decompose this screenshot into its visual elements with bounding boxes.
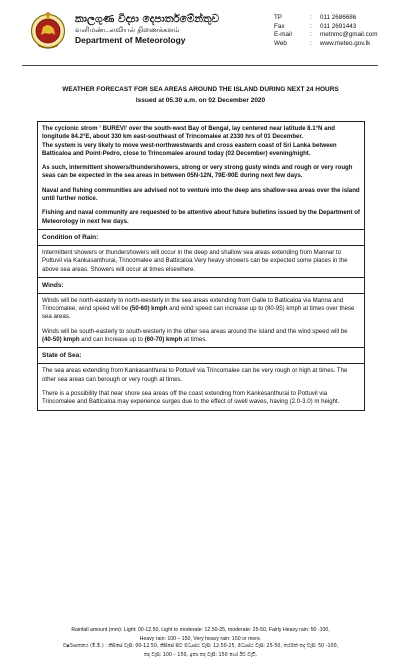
contact-value: 011 2686686 xyxy=(320,14,357,21)
contact-block xyxy=(274,14,377,48)
wind-speed-value: (50-60) kmph xyxy=(129,305,168,313)
contact-row xyxy=(274,14,377,23)
contact-row xyxy=(274,40,377,49)
org-name-sinhala: කාලගුණ විද්‍යා දෙපාර්තමේන්තුව xyxy=(75,13,220,25)
contact-sep: : xyxy=(310,22,312,30)
sri-lanka-emblem-icon xyxy=(30,9,66,53)
contact-sep: : xyxy=(310,31,312,39)
winds-section xyxy=(38,293,364,347)
forecast-title xyxy=(20,84,381,106)
rainfall-legend-line: Heavy rain: 100 – 150, Very heavy rain: 150 or more. xyxy=(139,635,262,642)
winds-heading: Winds: xyxy=(38,277,364,293)
issued-line: Issued at 05.30 a.m. on 02 December 2020 xyxy=(135,97,266,104)
winds-text-part: and wind speed can increase up to (80-95) kmph at times over these sea areas. xyxy=(42,305,355,321)
warning-text: Fishing and naval community are requested to be attentive about future bulletins issued by the Department of Meteorology in next few days. xyxy=(42,209,360,225)
contact-value: www.meteo.gov.lk xyxy=(320,39,371,47)
letterhead xyxy=(30,9,378,55)
contact-key: E-mail xyxy=(274,31,292,39)
contact-key: TP xyxy=(274,14,283,21)
wind-speed-value: (60-70) kmph xyxy=(144,336,183,344)
warning-text: As such, intermittent showers/thundershowers, strong or very strong gusty winds and rough or very rough seas can be expected in the sea areas in between 05N-12N, 79E-90E during next few days. xyxy=(42,164,353,180)
rain-text: Intermittent showers or thundershowers will occur in the deep and shallow sea areas extending from Mannar to Pottuvil via Kankasanthurai, Trincomalee and Batticaloa.Very heavy showers can be expected some places in the above sea areas. Showers will occur at times elsewhere. xyxy=(42,248,348,273)
winds-text-part: and can increase up to xyxy=(79,336,145,344)
contact-sep: : xyxy=(310,39,312,47)
rainfall-legend-line-sinhala: තද වැසි: 100 – 150, ඉතා තද වැසි: 150 හෝ ඊට වැඩි. xyxy=(143,652,258,658)
header-divider xyxy=(22,65,378,66)
forecast-table xyxy=(37,121,365,411)
title-line: WEATHER FORECAST FOR SEA AREAS AROUND THE ISLAND DURING NEXT 24 HOURS xyxy=(62,86,339,93)
organization-names xyxy=(75,13,275,46)
org-name-english: Department of Meteorology xyxy=(75,35,186,45)
sea-text: There is a possibility that near shore sea areas off the coast extending from Kankesanthurai to Pottuvil via Trincomalee and Batticaloa may experience surges due to the effect of swell waves, having (2.0-3.0) m height. xyxy=(42,389,340,406)
winds-text-part: Winds will be north-easterly to north-westerly in the sea areas extending from Galle to Batticaloa via Manna and Trincomalee, wind speed will be xyxy=(42,296,344,313)
contact-key: Fax xyxy=(274,22,285,30)
rainfall-legend-line-sinhala: වර්ෂාපතනය (මි.මී.) : කිසිසේ වැසි: 00-12.50, කිසිසේ සිට මධ්‍යස්ථ වැසි: 12.50-25, මධ්‍යස්ථ වැසි: 25-50, තරමක් තද වැසි: 50 -100, xyxy=(62,644,339,650)
rain-section xyxy=(38,245,364,277)
sea-section xyxy=(38,363,364,409)
rain-heading: Condition of Rain: xyxy=(38,229,364,245)
org-name-tamil: வளிமண்டலவியல் திணைக்களம் xyxy=(75,26,180,34)
wind-speed-value: (40-50) kmph xyxy=(42,336,80,344)
contact-sep: : xyxy=(310,14,312,21)
contact-value: 011 2691443 xyxy=(320,22,357,30)
warning-text: The cyclonic strom ‘ BUREVI’ over the south-west Bay of Bengal, lay centered near latitude 8.1°N and longitude 84.2°E, about 330 km east-southeast of Trincomalee at 2330 hrs of 01 December. xyxy=(42,125,335,141)
rainfall-legend-line: Rainfall amount (mm): Light: 00-12.50, Light to moderate: 12.50-25, moderate: 25-50, Fairly Heavy rain: 50 -100, xyxy=(71,627,330,633)
contact-key: Web xyxy=(274,39,287,47)
winds-text xyxy=(42,297,360,322)
contact-row xyxy=(274,23,377,32)
warning-text: The system is very likely to move west-northwestwards and cross eastern coast of Sri Lanka between Batticaloa and Point-Pedro, close to Trincomalee around today (02 December) evening/night. xyxy=(42,141,337,157)
contact-value: metnmc@gmail.com xyxy=(320,31,378,39)
winds-text xyxy=(42,328,360,345)
winds-text-part: at times. xyxy=(182,336,207,344)
rainfall-legend xyxy=(20,626,381,660)
sea-text: The sea areas extending from Kankasanthurai to Pottuvil via Trincomalee can be very rough or high at times. The other sea areas can berough or very rough at times. xyxy=(42,367,348,383)
warning-text: Naval and fishing communities are advised not to venture into the deep ans shallow-sea areas over the island until further notice. xyxy=(42,186,360,203)
warning-section xyxy=(38,122,364,229)
contact-row xyxy=(274,31,377,40)
sea-heading: State of Sea: xyxy=(38,347,364,363)
winds-text-part: Winds will be south-easterly to south-westerly in the other sea areas around the island and the wind speed will be xyxy=(42,327,348,335)
